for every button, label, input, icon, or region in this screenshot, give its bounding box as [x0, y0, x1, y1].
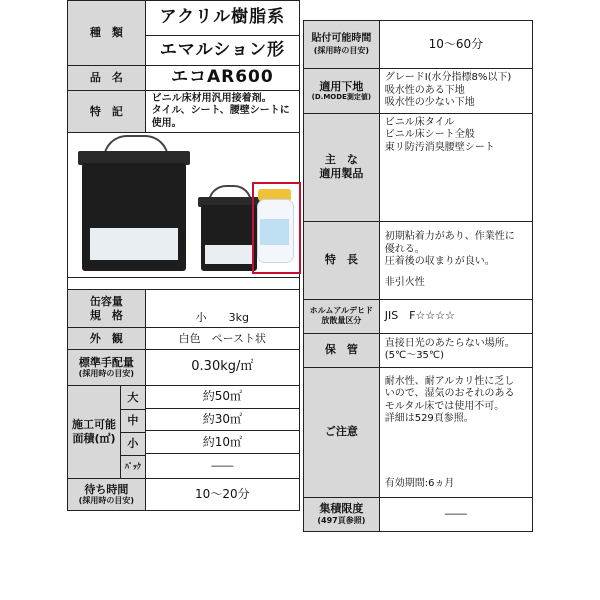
- open-time-value: 10～60分: [379, 21, 532, 69]
- formaldehyde-label-cell: [304, 299, 380, 333]
- coverage-size-large: 大: [121, 387, 145, 410]
- type-label: 種 類: [68, 1, 146, 66]
- storage-values: [379, 333, 532, 367]
- feature-label: 特 記: [68, 91, 146, 133]
- coverage-unit-label: 面積(㎡): [72, 432, 116, 445]
- features-label: 特 長: [304, 221, 380, 299]
- coverage-value-pack: ――: [145, 454, 299, 479]
- substrate-line-3: 吸水性の少ない下地: [384, 97, 475, 108]
- stack-limit-label: 集積限度: [319, 502, 364, 516]
- capacity-spec-label: [68, 290, 146, 328]
- wait-time-value: 10～20分: [145, 479, 299, 511]
- stack-limit-value: ――: [379, 497, 532, 531]
- product-line-3: 東リ防汚消臭腰壁シート: [384, 141, 495, 153]
- storage-label: 保 管: [304, 333, 380, 367]
- storage-line-1: 直接日光のあたらない場所。: [384, 337, 515, 349]
- product-spec-sheet: [67, 0, 533, 532]
- coverage-size-medium: 中: [121, 410, 145, 433]
- feature-text-3: 圧着後の収まりが良い。: [384, 256, 495, 267]
- stack-limit-sub: (497頁参照): [317, 515, 366, 525]
- wait-time-label-cell: [68, 479, 146, 511]
- coverage-label: 施工可能: [72, 418, 116, 432]
- left-spec-table: [67, 0, 300, 511]
- product-line-2: ビニル床シート全般: [384, 129, 475, 140]
- spec-label: 規 格: [89, 308, 123, 322]
- substrate-line-2: 吸水性のある下地: [384, 84, 465, 96]
- coverage-value-medium: 約30㎡: [145, 408, 299, 431]
- large-bucket: [82, 163, 186, 271]
- coverage-value-small: 約10㎡: [145, 431, 299, 454]
- feature-text-2: 優れる。: [384, 243, 425, 255]
- capacity-label: 缶容量: [89, 294, 123, 308]
- product-photo: [68, 133, 299, 277]
- caution-values: [379, 367, 532, 497]
- open-time-label-cell: [304, 21, 380, 69]
- stack-limit-label-cell: [304, 497, 380, 531]
- open-time-label: 貼付可能時間: [311, 33, 372, 45]
- appearance-value: 白色 ペースト状: [145, 328, 299, 350]
- small-jar-label: [260, 219, 289, 245]
- feature-value: [145, 91, 299, 133]
- expiry-note: 有効期間:6ヵ月: [384, 478, 455, 489]
- std-amount-sub: (採用時の目安): [78, 369, 134, 379]
- name-label: 品 名: [68, 66, 146, 91]
- feature-text-1: 初期粘着力があり、作業性に: [384, 231, 515, 242]
- right-spec-table: [303, 20, 533, 532]
- products-label-cell: [304, 113, 380, 221]
- formaldehyde-value: JIS F☆☆☆☆: [379, 299, 532, 333]
- formaldehyde-label-1: ホルムアルデヒド: [309, 306, 374, 315]
- type-value-2: エマルション形: [145, 36, 299, 66]
- open-time-sub: (採用時の目安): [313, 45, 369, 55]
- caution-line-1: 耐水性、耐アルカリ性に乏し: [384, 375, 515, 387]
- feature-text-4: 非引火性: [384, 276, 425, 288]
- substrate-line-1: グレードⅠ(水分指標8%以下): [384, 72, 512, 83]
- caution-line-4: 詳細は529頁参照。: [384, 413, 474, 424]
- products-label-2: 適用製品: [319, 167, 364, 180]
- feature-line-2: タイル、シート、腰壁シートに使用。: [151, 105, 290, 129]
- appearance-label: 外 観: [68, 328, 146, 350]
- coverage-size-pack: ﾊﾟｯｸ: [124, 461, 141, 471]
- coverage-value-large: 約50㎡: [145, 386, 299, 409]
- caution-line-3: モルタル床では使用不可。: [384, 400, 505, 412]
- product-line-1: ビニル床タイル: [384, 116, 455, 128]
- storage-line-2: (5℃～35℃): [384, 350, 445, 361]
- type-value-1: アクリル樹脂系: [145, 1, 299, 36]
- features-values: [379, 221, 532, 299]
- substrate-sub: (D.MODE測定値): [311, 93, 372, 102]
- substrate-label-cell: [304, 69, 380, 114]
- feature-line-1: ビニル床材用汎用接着剤。: [151, 92, 272, 104]
- substrate-label: 適用下地: [319, 79, 364, 93]
- medium-bucket: [201, 205, 257, 271]
- wait-time-label: 待ち時間: [84, 482, 129, 496]
- std-amount-label-cell: [68, 350, 146, 386]
- capacity-value: 小 3kg: [145, 290, 299, 328]
- caution-label: ご注意: [304, 367, 380, 497]
- coverage-label-cell: [68, 386, 146, 479]
- std-amount-label: 標準手配量: [78, 355, 134, 369]
- formaldehyde-label-2: 放散量区分: [321, 316, 362, 325]
- wait-time-sub: (採用時の目安): [78, 496, 134, 506]
- photo-spacer: [68, 278, 300, 290]
- substrate-values: [379, 69, 532, 114]
- std-amount-value: 0.30kg/㎡: [145, 350, 299, 386]
- caution-line-2: いので、湿気のおそれのある: [384, 388, 515, 399]
- coverage-size-small: 小: [121, 433, 145, 456]
- product-photo-cell: [68, 133, 300, 278]
- products-values: [379, 113, 532, 221]
- products-label-1: 主 な: [324, 153, 358, 167]
- product-name: エコAR600: [145, 66, 299, 91]
